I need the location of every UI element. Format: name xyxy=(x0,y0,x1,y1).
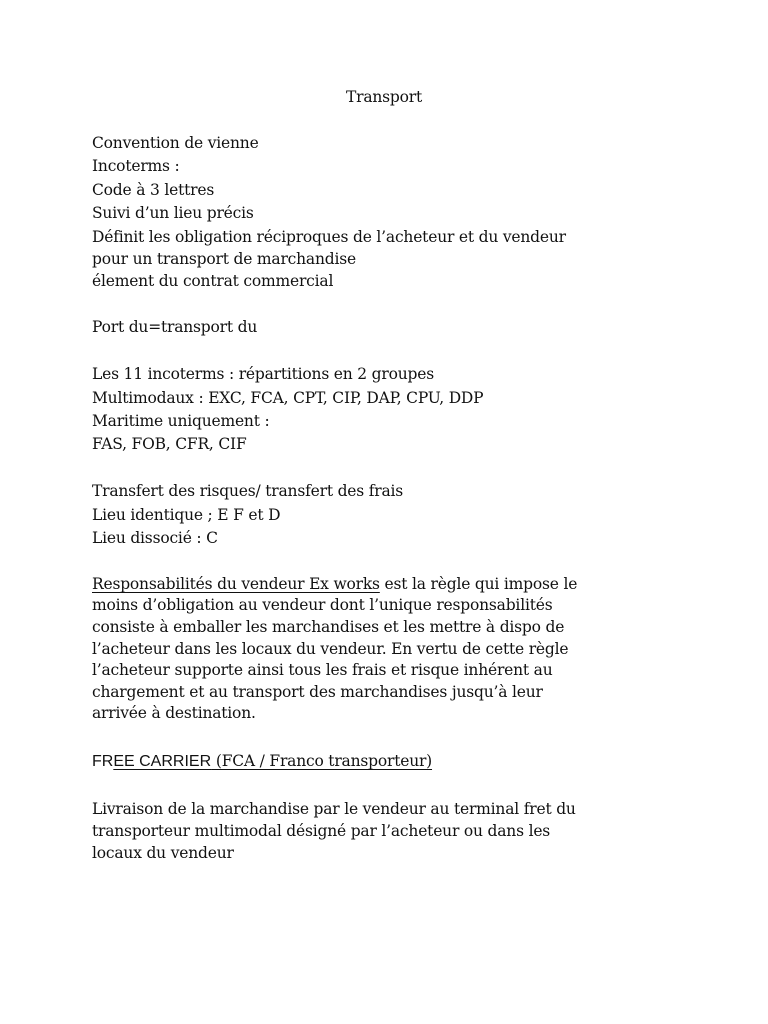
spacer xyxy=(92,293,692,316)
text-line: élement du contrat commercial xyxy=(92,271,334,290)
text-line: Multimodaux : EXC, FCA, CPT, CIP, DAP, CPU, DDP xyxy=(92,388,484,407)
text-line: arrivée à destination. xyxy=(92,704,256,723)
text-fragment: est la règle qui impose le xyxy=(379,574,578,593)
text-line: Les 11 incoterms : répartitions en 2 groupes xyxy=(92,365,434,384)
text-line: Maritime uniquement : xyxy=(92,412,270,431)
incoterms-groups-block xyxy=(92,363,692,457)
ex-works-paragraph xyxy=(92,574,692,725)
fca-heading-underlined xyxy=(113,752,432,770)
text-line: Code à 3 lettres xyxy=(92,180,215,199)
spacer xyxy=(92,457,692,480)
port-block xyxy=(92,316,692,339)
spacer xyxy=(92,550,692,573)
text-line: locaux du vendeur xyxy=(92,843,234,862)
text-line: Port du=transport du xyxy=(92,318,258,337)
fca-heading xyxy=(92,750,692,773)
text-line: consiste à emballer les marchandises et les mettre à dispo de xyxy=(92,618,565,637)
ex-works-heading: Responsabilités du vendeur Ex works xyxy=(92,574,380,593)
intro-block xyxy=(92,132,692,293)
text-line xyxy=(92,574,692,596)
text-line: Lieu dissocié : C xyxy=(92,529,218,548)
text-line: chargement et au transport des marchandises jusqu’à leur xyxy=(92,682,543,701)
spacer xyxy=(92,725,692,750)
document-body xyxy=(92,86,692,864)
text-fragment: FR xyxy=(92,753,114,770)
title-gap xyxy=(92,86,692,132)
text-line: Définit les obligation réciproques de l’acheteur et du vendeur xyxy=(92,227,566,246)
text-line: FAS, FOB, CFR, CIF xyxy=(92,435,247,454)
text-fragment: EE CARRIER xyxy=(113,753,212,770)
spacer xyxy=(92,340,692,363)
text-line: Lieu identique ; E F et D xyxy=(92,505,281,524)
text-line: Suivi d’un lieu précis xyxy=(92,204,254,223)
fca-paragraph xyxy=(92,799,692,864)
text-line: Livraison de la marchandise par le vendeur au terminal fret du xyxy=(92,800,576,819)
text-line: l’acheteur supporte ainsi tous les frais et risque inhérent au xyxy=(92,661,553,680)
text-line xyxy=(92,750,692,773)
text-line: Incoterms : xyxy=(92,157,180,176)
text-line: pour un transport de marchandise xyxy=(92,249,356,268)
text-line: Transfert des risques/ transfert des frais xyxy=(92,482,404,501)
text-line: moins d’obligation au vendeur dont l’unique responsabilités xyxy=(92,596,553,615)
text-fragment: (FCA / Franco transporteur) xyxy=(211,752,433,770)
page-title: Transport xyxy=(345,88,423,106)
text-line: transporteur multimodal désigné par l’acheteur ou dans les xyxy=(92,822,551,840)
text-line: Convention de vienne xyxy=(92,134,259,152)
text-line: l’acheteur dans les locaux du vendeur. En vertu de cette règle xyxy=(92,639,569,658)
risk-transfer-block xyxy=(92,480,692,550)
spacer xyxy=(92,773,692,799)
